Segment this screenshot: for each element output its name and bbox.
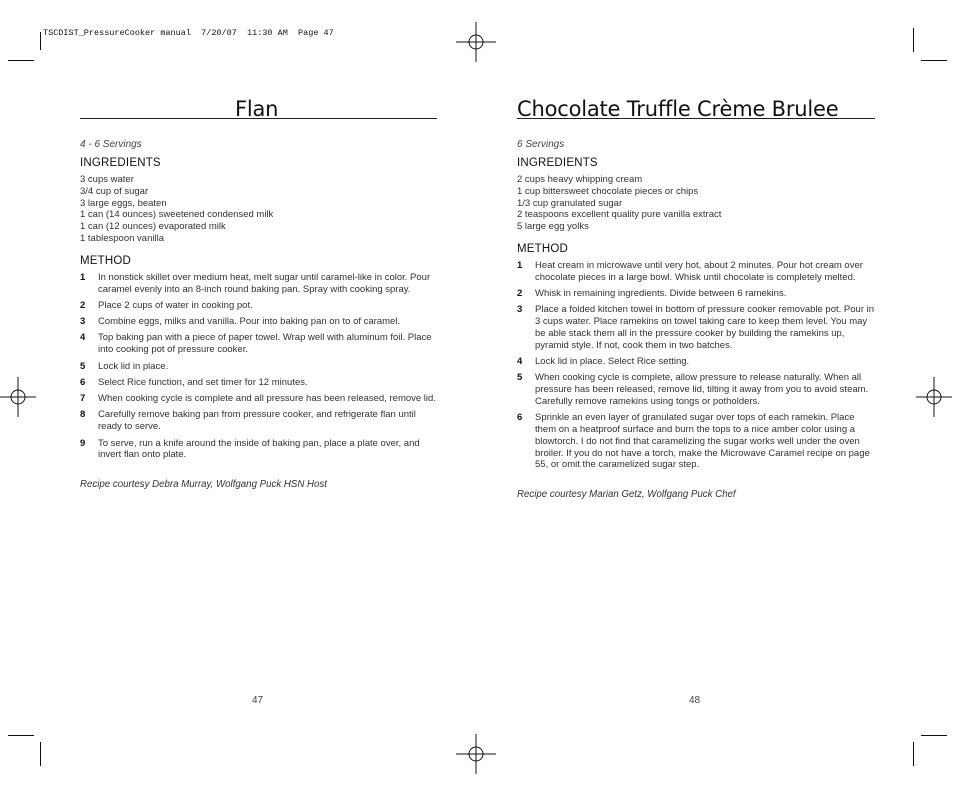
step-text: To serve, run a knife around the inside of baking pan, place a plate over, and invert flan onto plate. [98, 437, 420, 461]
step-number: 2 [80, 299, 86, 311]
crop-mark [8, 735, 34, 736]
method-step [517, 288, 875, 300]
ingredient-item: 1/3 cup granulated sugar [517, 197, 623, 209]
ingredient-item: 3 cups water [80, 174, 134, 185]
ingredient-item: 3/4 cup of sugar [80, 185, 149, 197]
step-text: Sprinkle an even layer of granulated sugar over tops of each ramekin. Place them on a heatproof surface and burn the tops to a nice amber color using a blowtorch. I do not find that caramelizing the sugar works well under the oven broiler. If you do not have a torch, make the Microwave Caramel recipe on page 55, or omit the caramelized sugar step. [535, 412, 870, 471]
servings: 4 - 6 Servings [80, 139, 142, 150]
step-number: 7 [80, 393, 86, 405]
method-step [80, 377, 437, 389]
crop-mark [40, 742, 41, 766]
step-number: 3 [80, 316, 86, 328]
step-number: 5 [517, 372, 523, 384]
step-text: When cooking cycle is complete, allow pressure to release naturally. When all pressure has been released, remove lid, tilting it away from you to avoid steam. Carefully remove ramekins using tongs or potholders. [535, 372, 869, 407]
page-title: Chocolate Truffle Crème Brulee [517, 97, 839, 121]
step-number: 1 [517, 259, 523, 271]
ingredient-item: 1 can (12 ounces) evaporated milk [80, 221, 226, 233]
method-step [80, 361, 437, 373]
method-step [517, 304, 875, 351]
step-number: 3 [517, 304, 523, 316]
step-text: Select Rice function, and set timer for 12 minutes. [98, 376, 308, 388]
method-step [517, 356, 875, 368]
recipe-courtesy: Recipe courtesy Marian Getz, Wolfgang Puck Chef [517, 489, 736, 501]
step-text: Carefully remove baking pan from pressure cooker, and refrigerate flan until ready to serve. [98, 409, 416, 433]
ingredient-item: 2 cups heavy whipping cream [517, 174, 643, 185]
right-page [517, 95, 875, 500]
step-text: Heat cream in microwave until very hot, about 2 minutes. Pour hot cream over chocolate pieces in a large bowl. Whisk until chocolate is completely melted. [535, 259, 863, 283]
crop-mark [8, 60, 34, 61]
left-page [80, 95, 437, 490]
step-text: Top baking pan with a piece of paper towel. Wrap well with aluminum foil. Place into cooking pot of pressure cooker. [98, 332, 432, 356]
crop-mark [921, 60, 947, 61]
ingredients-list [517, 174, 875, 233]
method-step [517, 260, 875, 284]
step-number: 8 [80, 409, 86, 421]
crop-mark [913, 742, 914, 766]
step-number: 1 [80, 271, 86, 283]
step-text: Place a folded kitchen towel in bottom of pressure cooker removable pot. Pour in 3 cups water. Place ramekins on towel taking care to keep them level. You may be able stack them all in the pressure cooker by building the ramekins up, pyramid style. If not, cook them in two batches. [535, 304, 875, 351]
page-number: 48 [689, 695, 701, 706]
ingredient-item: 5 large egg yolks [517, 221, 589, 233]
method-step [80, 409, 437, 433]
step-text: Lock lid in place. Select Rice setting. [535, 356, 690, 368]
step-number: 6 [80, 376, 86, 388]
ingredient-item: 3 large eggs, beaten [80, 197, 167, 209]
step-number: 9 [80, 437, 86, 449]
method-step [517, 372, 875, 407]
servings: 6 Servings [517, 139, 565, 150]
title-bar [517, 95, 875, 119]
ingredients-heading: INGREDIENTS [80, 157, 161, 169]
method-step [80, 300, 437, 312]
ingredient-item: 1 cup bittersweet chocolate pieces or chips [517, 185, 699, 197]
crop-mark [921, 735, 947, 736]
method-step [80, 272, 437, 296]
method-steps [80, 272, 437, 461]
step-number: 2 [517, 288, 523, 300]
registration-mark-icon [0, 377, 36, 417]
ingredient-item: 1 tablespoon vanilla [80, 232, 164, 244]
crop-mark [40, 32, 41, 50]
page-title: Flan [235, 97, 279, 121]
step-number: 5 [80, 360, 86, 372]
method-heading: METHOD [80, 254, 132, 267]
step-text: Place 2 cups of water in cooking pot. [98, 299, 253, 311]
step-text: Combine eggs, milks and vanilla. Pour into baking pan on to of caramel. [98, 316, 401, 328]
registration-mark-icon [916, 377, 952, 417]
method-step [517, 412, 875, 471]
recipe-courtesy: Recipe courtesy Debra Murray, Wolfgang Puck HSN Host [80, 479, 327, 491]
ingredient-item: 2 teaspoons excellent quality pure vanilla extract [517, 209, 722, 221]
method-step [80, 393, 437, 405]
step-text: When cooking cycle is complete and all pressure has been released, remove lid. [98, 393, 436, 405]
page-number: 47 [252, 695, 264, 706]
ingredients-heading: INGREDIENTS [517, 157, 598, 169]
registration-mark-icon [456, 734, 496, 774]
method-step [80, 332, 437, 356]
method-step [80, 438, 437, 462]
method-steps [517, 260, 875, 471]
print-slug: TSCDIST_PressureCooker manual 7/20/07 11:30 AM Page 47 [43, 28, 334, 38]
step-text: In nonstick skillet over medium heat, melt sugar until caramel-like in color. Pour caramel evenly into an 8-inch round baking pan. Spray with cooking spray. [98, 271, 431, 295]
method-heading: METHOD [517, 242, 569, 255]
crop-mark [913, 28, 914, 52]
title-bar [80, 95, 437, 119]
step-number: 6 [517, 412, 523, 424]
method-step [80, 316, 437, 328]
step-text: Lock lid in place. [98, 360, 169, 372]
step-number: 4 [517, 356, 523, 368]
ingredients-list [80, 174, 437, 245]
step-number: 4 [80, 332, 86, 344]
registration-mark-icon [456, 22, 496, 62]
ingredient-item: 1 can (14 ounces) sweetened condensed milk [80, 209, 274, 221]
step-text: Whisk in remaining ingredients. Divide between 6 ramekins. [535, 288, 787, 300]
